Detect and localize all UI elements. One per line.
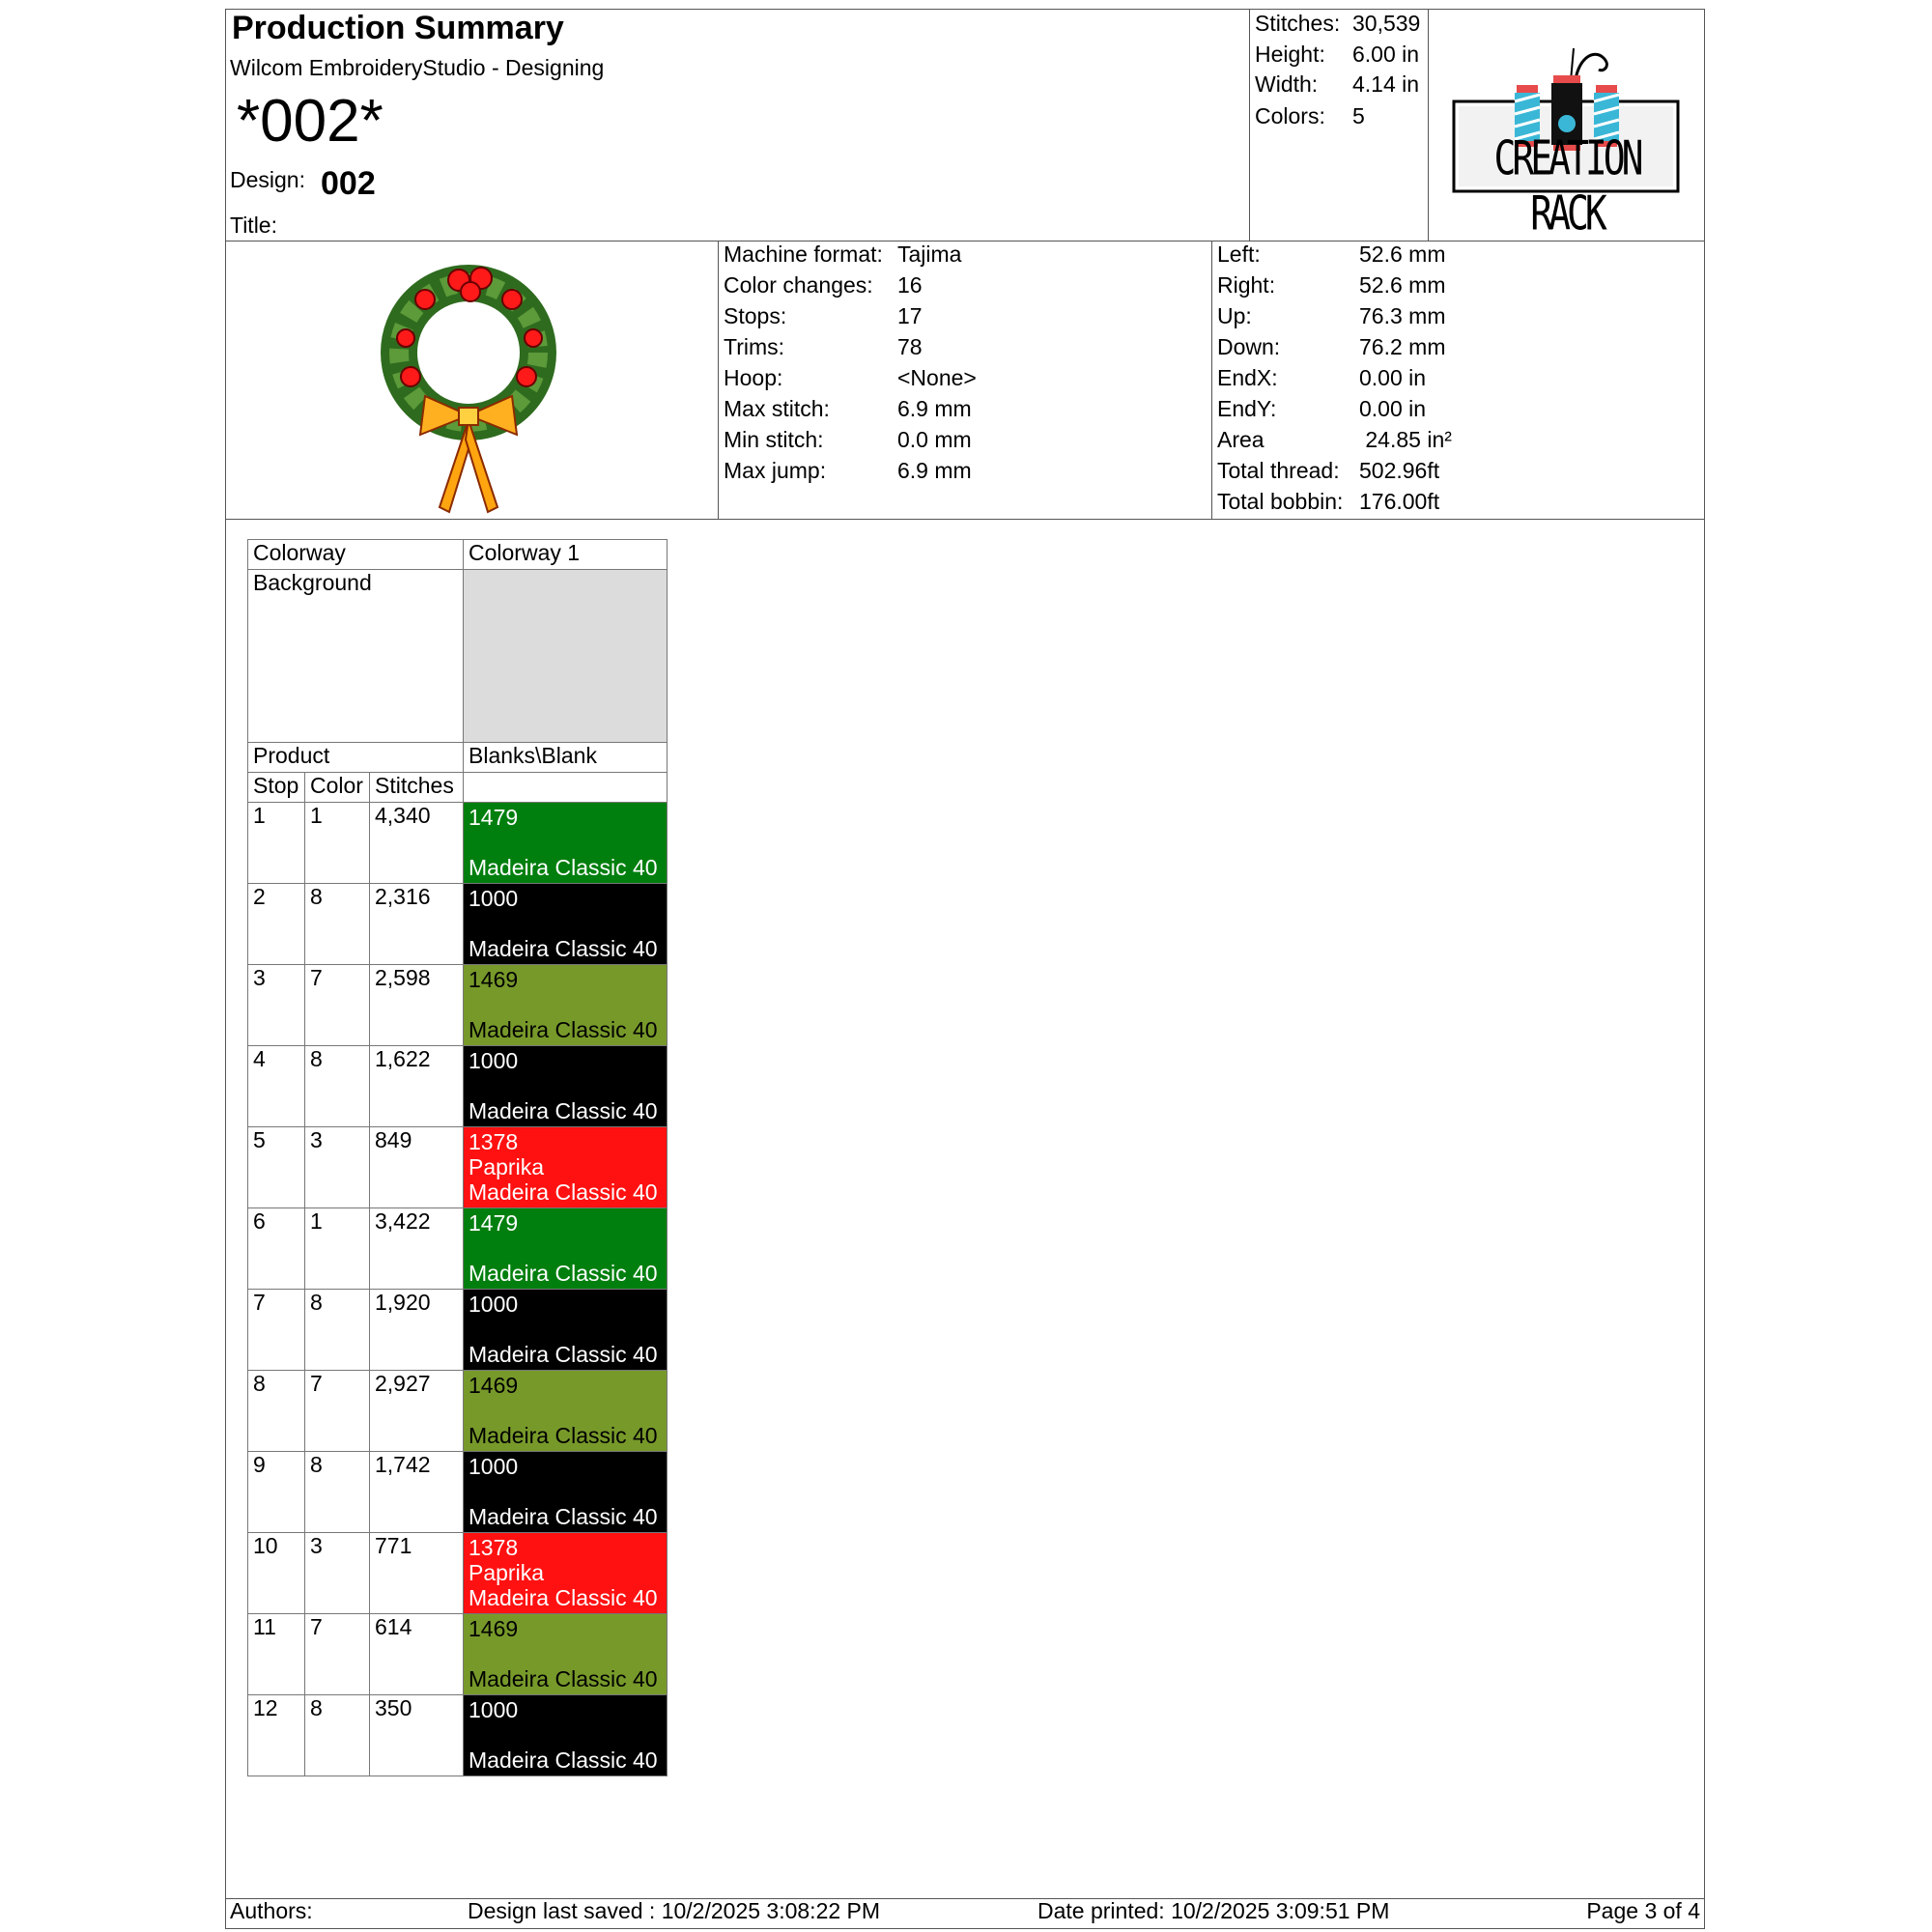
stop-stop-cell: 6	[248, 1208, 305, 1290]
dimension-label: Up:	[1217, 303, 1252, 328]
machine-info	[724, 242, 1207, 517]
machine-value: 6.9 mm	[897, 458, 972, 483]
thread-swatch	[464, 1046, 668, 1127]
stop-row	[248, 884, 668, 965]
dimension-value: 76.2 mm	[1359, 334, 1446, 359]
thread-code: 1378	[469, 1129, 519, 1154]
thread-code: 1378	[469, 1535, 519, 1560]
thread-name: Paprika	[469, 1560, 544, 1585]
stop-stitches-cell: 2,927	[370, 1371, 464, 1452]
machine-label: Max stitch:	[724, 396, 830, 421]
thread-name: Paprika	[469, 1154, 544, 1179]
machine-label: Color changes:	[724, 272, 873, 298]
stop-stitches-cell: 1,920	[370, 1290, 464, 1371]
stop-color-cell: 3	[305, 1533, 370, 1614]
stop-color-cell: 7	[305, 1614, 370, 1695]
width-label: Width:	[1255, 71, 1319, 97]
title-label: Title:	[230, 213, 277, 238]
dimension-value: 52.6 mm	[1359, 272, 1446, 298]
thread-code: 1000	[469, 1697, 519, 1722]
dimension-label: Total thread:	[1217, 458, 1340, 483]
thread-code: 1479	[469, 805, 519, 830]
stop-stitches-cell: 771	[370, 1533, 464, 1614]
thread-brand: Madeira Classic 40	[469, 1179, 658, 1205]
thread-brand: Madeira Classic 40	[469, 1504, 658, 1529]
stop-row	[248, 1046, 668, 1127]
dimension-label: Total bobbin:	[1217, 489, 1344, 514]
machine-value: 6.9 mm	[897, 396, 972, 421]
stop-color-cell: 8	[305, 1290, 370, 1371]
col-stitches-header: Stitches	[370, 773, 464, 803]
stitches-value: 30,539	[1352, 11, 1421, 36]
stop-stitches-cell: 614	[370, 1614, 464, 1695]
colorway-value: Colorway 1	[464, 540, 668, 570]
stop-row	[248, 1614, 668, 1695]
creation-rack-logo	[1449, 39, 1686, 242]
divider	[1428, 9, 1429, 241]
thread-brand: Madeira Classic 40	[469, 1098, 658, 1123]
dimension-label: EndY:	[1217, 396, 1277, 421]
thread-brand: Madeira Classic 40	[469, 1342, 658, 1367]
dimension-value: 0.00 in	[1359, 365, 1427, 390]
thread-code: 1469	[469, 967, 519, 992]
stop-stop-cell: 5	[248, 1127, 305, 1208]
product-value: Blanks\Blank	[464, 743, 668, 773]
stop-row	[248, 1371, 668, 1452]
stop-color-cell: 1	[305, 1208, 370, 1290]
thread-brand: Madeira Classic 40	[469, 936, 658, 961]
stop-color-cell: 7	[305, 965, 370, 1046]
stop-stitches-cell: 3,422	[370, 1208, 464, 1290]
stop-color-cell: 8	[305, 1452, 370, 1533]
col-stop-header: Stop	[248, 773, 305, 803]
thread-brand: Madeira Classic 40	[469, 1423, 658, 1448]
width-value: 4.14 in	[1352, 71, 1420, 97]
stop-row	[248, 1533, 668, 1614]
divider	[718, 241, 719, 519]
colors-label: Colors:	[1255, 103, 1325, 128]
thread-swatch	[464, 1695, 668, 1776]
stop-stop-cell: 11	[248, 1614, 305, 1695]
stop-stitches-cell: 2,316	[370, 884, 464, 965]
stop-stop-cell: 9	[248, 1452, 305, 1533]
design-last-saved: Design last saved : 10/2/2025 3:08:22 PM	[468, 1898, 881, 1923]
stop-color-cell: 8	[305, 1046, 370, 1127]
stop-color-cell: 8	[305, 884, 370, 965]
thread-swatch	[464, 1371, 668, 1452]
report-title: Production Summary	[232, 10, 564, 46]
machine-value: 0.0 mm	[897, 427, 972, 452]
logo-text: CREATION RACK	[1493, 129, 1640, 242]
colors-value: 5	[1352, 103, 1365, 128]
thread-code: 1000	[469, 1292, 519, 1317]
dimension-label: Area	[1217, 427, 1264, 452]
dimension-value: 24.85 in²	[1359, 427, 1452, 452]
stop-row	[248, 1695, 668, 1776]
thread-brand: Madeira Classic 40	[469, 855, 658, 880]
stop-stop-cell: 10	[248, 1533, 305, 1614]
app-name: Wilcom EmbroideryStudio - Designing	[230, 55, 605, 80]
thread-code: 1000	[469, 1048, 519, 1073]
machine-label: Max jump:	[724, 458, 827, 483]
height-label: Height:	[1255, 42, 1325, 67]
divider	[1211, 241, 1212, 519]
thread-swatch	[464, 965, 668, 1046]
thread-swatch	[464, 803, 668, 884]
dimension-label: Left:	[1217, 242, 1261, 267]
stop-stop-cell: 12	[248, 1695, 305, 1776]
machine-label: Trims:	[724, 334, 785, 359]
stop-stop-cell: 2	[248, 884, 305, 965]
col-color-header: Color	[305, 773, 370, 803]
dimension-value: 52.6 mm	[1359, 242, 1446, 267]
stop-row	[248, 1290, 668, 1371]
stop-stop-cell: 1	[248, 803, 305, 884]
divider	[225, 519, 1705, 520]
thread-brand: Madeira Classic 40	[469, 1666, 658, 1691]
design-big-label: *002*	[237, 88, 384, 155]
stop-stop-cell: 4	[248, 1046, 305, 1127]
stop-color-cell: 3	[305, 1127, 370, 1208]
product-label: Product	[248, 743, 464, 773]
stitches-label: Stitches:	[1255, 11, 1341, 36]
height-value: 6.00 in	[1352, 42, 1420, 67]
col-thread-header	[464, 773, 668, 803]
thread-brand: Madeira Classic 40	[469, 1017, 658, 1042]
thread-code: 1000	[469, 1454, 519, 1479]
thread-swatch	[464, 1208, 668, 1290]
thread-code: 1469	[469, 1373, 519, 1398]
dimension-value: 176.00ft	[1359, 489, 1440, 514]
thread-brand: Madeira Classic 40	[469, 1261, 658, 1286]
stop-stitches-cell: 2,598	[370, 965, 464, 1046]
stop-stop-cell: 8	[248, 1371, 305, 1452]
dimension-value: 76.3 mm	[1359, 303, 1446, 328]
thread-swatch	[464, 1127, 668, 1208]
background-label: Background	[248, 570, 464, 743]
machine-value: <None>	[897, 365, 977, 390]
divider	[1249, 9, 1250, 241]
stop-stop-cell: 3	[248, 965, 305, 1046]
page-number: Page 3 of 4	[1586, 1898, 1700, 1923]
stop-stitches-cell: 1,742	[370, 1452, 464, 1533]
stop-stitches-cell: 849	[370, 1127, 464, 1208]
thread-swatch	[464, 1452, 668, 1533]
machine-value: 17	[897, 303, 923, 328]
stop-row	[248, 1208, 668, 1290]
thread-brand: Madeira Classic 40	[469, 1747, 658, 1773]
dimension-value: 502.96ft	[1359, 458, 1440, 483]
date-printed: Date printed: 10/2/2025 3:09:51 PM	[1037, 1898, 1390, 1923]
stop-color-cell: 7	[305, 1371, 370, 1452]
design-label: Design:	[230, 167, 305, 192]
machine-label: Min stitch:	[724, 427, 824, 452]
thread-code: 1469	[469, 1616, 519, 1641]
machine-label: Stops:	[724, 303, 787, 328]
stop-stitches-cell: 1,622	[370, 1046, 464, 1127]
dimension-value: 0.00 in	[1359, 396, 1427, 421]
background-swatch	[464, 570, 668, 743]
thread-swatch	[464, 1290, 668, 1371]
dimension-label: Down:	[1217, 334, 1281, 359]
machine-value: Tajima	[897, 242, 962, 267]
authors-label: Authors:	[230, 1898, 313, 1923]
thread-brand: Madeira Classic 40	[469, 1585, 658, 1610]
dimension-label: Right:	[1217, 272, 1276, 298]
stop-row	[248, 965, 668, 1046]
machine-label: Hoop:	[724, 365, 783, 390]
thread-swatch	[464, 1533, 668, 1614]
colorway-label: Colorway	[248, 540, 464, 570]
thread-swatch	[464, 884, 668, 965]
stop-stop-cell: 7	[248, 1290, 305, 1371]
stop-color-cell: 8	[305, 1695, 370, 1776]
thread-swatch	[464, 1614, 668, 1695]
colorway-table	[247, 539, 668, 1776]
dimension-info	[1217, 242, 1700, 517]
stop-stitches-cell: 350	[370, 1695, 464, 1776]
machine-value: 16	[897, 272, 923, 298]
machine-label: Machine format:	[724, 242, 883, 267]
design-preview-image	[367, 242, 580, 517]
stop-stitches-cell: 4,340	[370, 803, 464, 884]
stop-color-cell: 1	[305, 803, 370, 884]
divider	[225, 1898, 1705, 1899]
design-value: 002	[321, 165, 376, 202]
machine-value: 78	[897, 334, 923, 359]
thread-code: 1000	[469, 886, 519, 911]
stop-row	[248, 1127, 668, 1208]
dimension-label: EndX:	[1217, 365, 1278, 390]
stop-row	[248, 1452, 668, 1533]
thread-code: 1479	[469, 1210, 519, 1236]
stop-row	[248, 803, 668, 884]
